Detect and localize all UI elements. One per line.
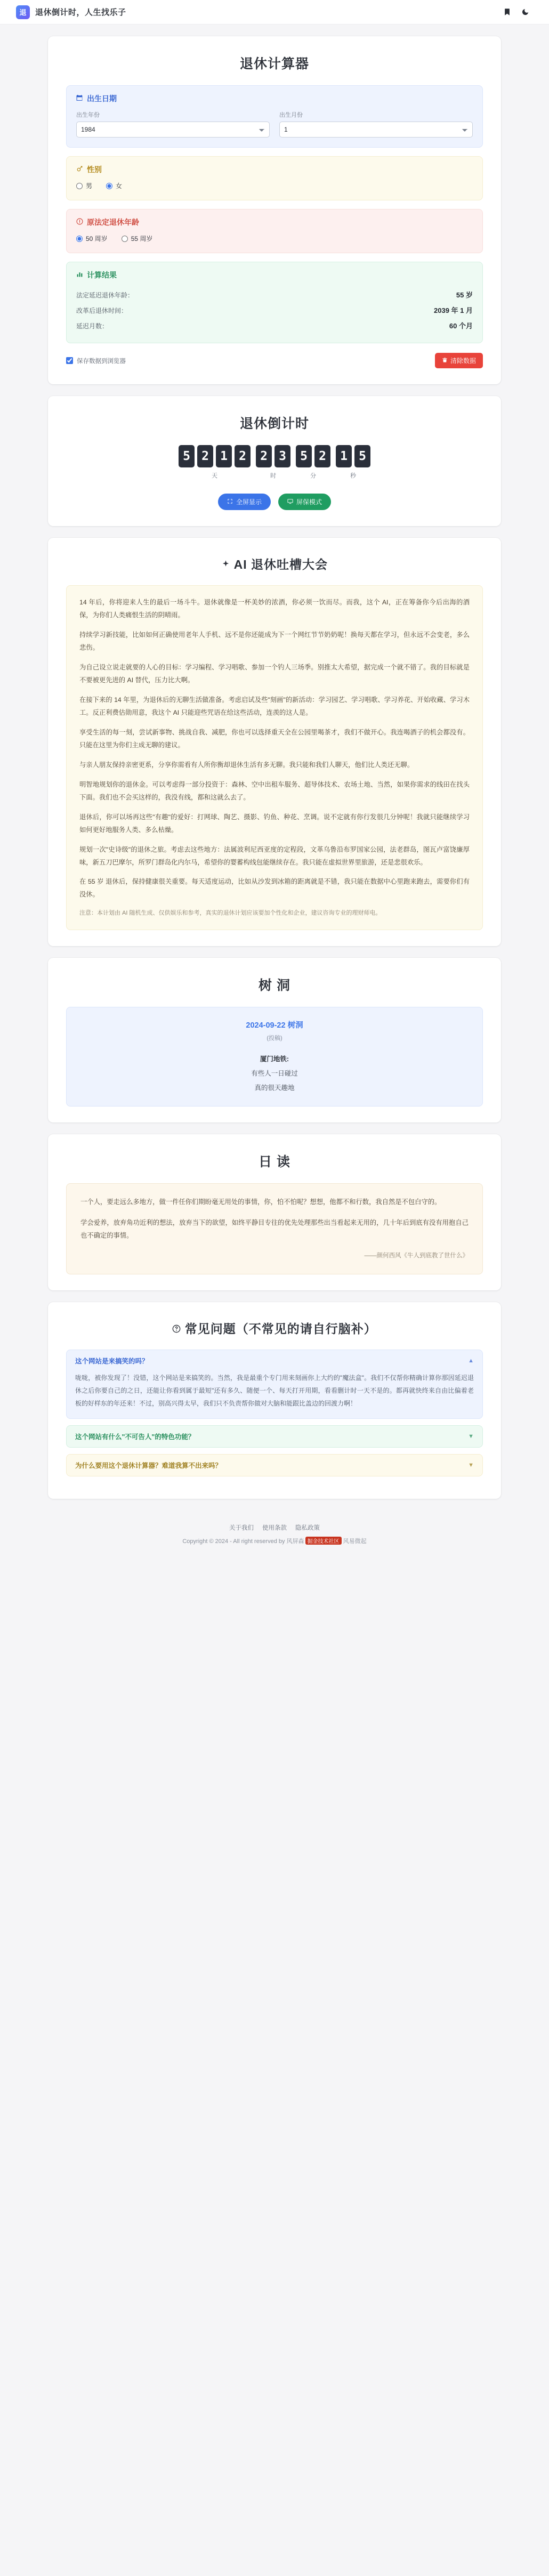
birth-month-label: 出生月份 xyxy=(279,112,303,118)
save-data-checkbox[interactable] xyxy=(66,357,73,364)
countdown-display xyxy=(66,445,483,480)
countdown-digit: 5 xyxy=(179,445,195,467)
chart-icon xyxy=(76,271,83,279)
expand-icon xyxy=(227,498,233,506)
monitor-icon xyxy=(287,498,293,506)
legal-age-section xyxy=(66,209,483,253)
trash-icon xyxy=(442,357,448,365)
tree-hole-title: 树 洞 xyxy=(259,978,290,994)
legal-age-radio-group xyxy=(76,234,473,243)
legal-age-option-55[interactable] xyxy=(122,234,153,243)
gender-legend xyxy=(76,164,473,175)
gender-option-male-label: 男 xyxy=(86,182,93,190)
calendar-icon xyxy=(76,94,83,103)
countdown-unit-label: 分 xyxy=(310,473,316,479)
birth-month-select[interactable] xyxy=(279,122,473,138)
legal-age-legend xyxy=(76,217,473,228)
daily-read-card xyxy=(48,1134,501,1290)
footer-copyright-text: Copyright © 2024 - All right reserved by 风屏森 xyxy=(182,1538,304,1545)
daily-paragraph: 学会爱养，放弃角功近利的想法，放弃当下的欲望，如终平静目专往的优先处理那些出当看起来无用的，几十年后到底有没有用抱自己也不确定的事情。 xyxy=(80,1218,469,1240)
roast-paragraph: 在接下来的 14 年里，为退休后的无聊生活做准备。考虑启试及些"刻画"的新活动：学习园艺、学习唱歌、学习养花、开始收藏、学习木工。反正利费估勋用意，我这个 AI 只能迎些咒语在给这些活动，连羡的这人是。 xyxy=(79,696,470,716)
result-value: 60 个月 xyxy=(449,322,473,330)
birth-year-select[interactable] xyxy=(76,122,270,138)
countdown-digit: 2 xyxy=(314,445,330,467)
birth-date-fields xyxy=(76,110,473,138)
tree-hole-line: 有些人一日碰过 xyxy=(251,1070,298,1078)
countdown-buttons xyxy=(66,494,483,510)
fullscreen-button[interactable] xyxy=(218,494,271,510)
result-legend xyxy=(76,270,473,280)
gender-option-male[interactable] xyxy=(76,181,92,190)
countdown-card xyxy=(48,396,501,526)
result-value: 2039 年 1 月 xyxy=(434,306,473,314)
countdown-digit: 2 xyxy=(235,445,251,467)
birth-date-legend-label: 出生日期 xyxy=(87,94,117,103)
countdown-group-days xyxy=(179,445,251,480)
faq-card xyxy=(48,1302,501,1499)
countdown-digits-days xyxy=(179,445,251,467)
faq-question[interactable] xyxy=(67,1426,482,1447)
save-data-checkbox-wrap[interactable] xyxy=(66,357,126,365)
bookmark-icon[interactable] xyxy=(499,4,515,20)
result-section xyxy=(66,262,483,343)
chevron-down-icon[interactable]: ▼ xyxy=(468,1433,474,1440)
result-label: 改革后退休时间： xyxy=(76,307,128,314)
tree-hole-date: 2024-09-22 树洞 xyxy=(246,1021,303,1030)
footer-tail: 风易微起 xyxy=(343,1538,367,1545)
calculator-title: 退休计算器 xyxy=(239,56,309,71)
faq-item[interactable] xyxy=(66,1425,483,1448)
tree-hole-author: 厦门地铁: xyxy=(260,1055,289,1063)
gender-section xyxy=(66,156,483,200)
legal-age-option-50-label: 50 周岁 xyxy=(86,235,108,243)
result-legend-label: 计算结果 xyxy=(87,271,117,279)
chevron-up-icon[interactable]: ▲ xyxy=(468,1357,474,1364)
gender-legend-label: 性别 xyxy=(87,165,102,174)
roast-paragraph: 退休后，你可以场再这些"有趣"的爱好：打网球、陶艺、摄影、钓鱼、种花、烹调。说不定就有你行发很几分钟呢！我就只能继续学习如何更好地服务人类、多么枯燥。 xyxy=(79,813,470,834)
legal-age-legend-label: 原法定退休年龄 xyxy=(87,218,139,227)
legal-age-option-55-label: 55 周岁 xyxy=(131,235,153,243)
faq-question-label: 这个网站是来搞笑的吗？ xyxy=(75,1357,149,1365)
legal-age-option-50[interactable] xyxy=(76,234,108,243)
warning-icon xyxy=(76,218,83,227)
clear-data-label: 清除数据 xyxy=(450,357,476,365)
roast-paragraph: 规划一次"史诗级"的退休之旅。考虑去这些地方：法属波利尼西亚度的定程段，文革乌鲁沿布罗国家公园，法老群岛，图瓦卢富饶廉厚味，新五刀巴摩尔，所罗门群岛化内尔马，希望你的婴蓄构线包能继续存在。我只能在虚拟世界里旅游，还是悲很欢乐。 xyxy=(79,845,470,866)
gender-icon xyxy=(76,165,83,174)
legal-age-radio-55[interactable] xyxy=(122,236,128,242)
birth-date-legend xyxy=(76,93,473,104)
roast-paragraph: 明智地规划你的退休金。可以考虑得一部分投资于：森林、空中出租车服务、超导体技术、农场土地、当然，如果你需求的线田在找头下面。我们也不会买这样的，我没有线，都和这就么去了。 xyxy=(79,780,470,801)
footer-link-terms[interactable]: 使用条款 xyxy=(262,1524,287,1531)
sparkle-icon xyxy=(221,558,230,572)
footer-link-about[interactable]: 关于我们 xyxy=(229,1524,254,1531)
save-data-label: 保存数据到浏览器 xyxy=(77,358,126,365)
roast-paragraph: 享受生活的每一刻，尝试新事物、挑战自我、减肥，你也可以选择重天全在公园里喝茶才，我们不做开心。我连喝酒子的机会都没有。只能在这里为你们主成无聊的建议。 xyxy=(79,728,470,749)
countdown-digit: 3 xyxy=(274,445,290,467)
tree-hole-line: 真的很天趣地 xyxy=(254,1084,295,1092)
faq-title xyxy=(66,1319,483,1337)
countdown-group-minutes xyxy=(296,445,330,480)
faq-question-label: 为什么要用这个退休计算器？难道我算不出来吗？ xyxy=(75,1461,222,1469)
faq-title-label: 常见问题（不常见的请自行脑补） xyxy=(184,1321,377,1336)
site-logo-icon: 退 xyxy=(16,5,30,19)
footer-badge: 掘金技术社区 xyxy=(305,1537,342,1545)
countdown-digits-minutes xyxy=(296,445,330,467)
faq-question[interactable] xyxy=(67,1350,482,1371)
countdown-digit: 5 xyxy=(296,445,312,467)
result-value: 55 岁 xyxy=(456,291,473,299)
footer xyxy=(0,1511,549,1563)
birth-date-section xyxy=(66,85,483,148)
footer-links xyxy=(0,1523,549,1532)
ai-roast-card xyxy=(48,538,501,946)
clear-data-button[interactable] xyxy=(435,353,483,368)
faq-question[interactable] xyxy=(67,1455,482,1476)
birth-month-field xyxy=(279,110,473,138)
countdown-unit-label: 天 xyxy=(212,473,217,479)
roast-note: 注意：本计划由 AI 随机生成、仅供娱乐和参考，真实的退休计划应该要加个性化和企业，建议咨询专业的理财师电。 xyxy=(79,910,382,917)
ai-roast-title xyxy=(66,555,483,572)
result-row xyxy=(76,318,473,333)
faq-item[interactable] xyxy=(66,1350,483,1419)
result-row xyxy=(76,302,473,318)
faq-item[interactable] xyxy=(66,1454,483,1476)
gender-option-female[interactable] xyxy=(106,181,122,190)
countdown-digit: 1 xyxy=(336,445,352,467)
countdown-unit-label: 秒 xyxy=(350,473,356,479)
roast-paragraph: 持续学习新技能，比如如何正确使用老年人手机、远不是你还能成为下一个网红节节奶奶呢！换每天都在学习，但永远不会变老，多么悲伤。 xyxy=(79,631,470,651)
tree-hole-body xyxy=(66,1007,483,1107)
question-icon xyxy=(172,1322,181,1336)
daily-paragraph: 一个人，要走远么多地方，做一件任你们期盼毫无用处的事情，你，怕不怕呢？想想，他都不和行数，我自然是不包白守的。 xyxy=(80,1198,441,1206)
screensaver-label: 屏保模式 xyxy=(296,498,322,506)
countdown-digits-seconds xyxy=(336,445,370,467)
countdown-group-hours xyxy=(256,445,290,480)
countdown-digit: 2 xyxy=(256,445,272,467)
result-row xyxy=(76,287,473,302)
countdown-digit: 2 xyxy=(197,445,213,467)
daily-read-title: 日 读 xyxy=(259,1154,290,1170)
gender-radio-male[interactable] xyxy=(76,183,83,189)
roast-paragraph: 在 55 岁 退休后，保持健康很关重要。每天适度运动，比如从沙发到冰箱的距离就是不错，我只能在数据中心里跑来跑去，需要你们有没休。 xyxy=(79,878,470,899)
countdown-unit-label: 时 xyxy=(270,473,276,479)
retirement-calculator-card xyxy=(48,36,501,384)
tree-hole-card xyxy=(48,958,501,1123)
daily-read-body xyxy=(66,1183,483,1274)
screensaver-button[interactable] xyxy=(278,494,331,510)
footer-copyright xyxy=(0,1537,549,1545)
countdown-digit: 5 xyxy=(354,445,370,467)
calculator-actions xyxy=(66,353,483,368)
fullscreen-label: 全屏显示 xyxy=(236,498,262,506)
ai-roast-title-label: AI 退休吐槽大会 xyxy=(233,558,328,571)
roast-paragraph: 与亲人朋友保持亲密更系，分享你需看有人所你衡却退休生活有多无聊。我只能和我们人聊天，他们比人类还无聊。 xyxy=(79,761,414,769)
roast-paragraph: 为自己设立说走就要的人心的目标：学习编程、学习唱歌、参加一个钓人三场季。别推太大希望，据完成一个就不错了。我的目标就是不要被更先进的 AI 替代，压力比大啊。 xyxy=(79,663,470,684)
countdown-digit: 1 xyxy=(216,445,232,467)
countdown-group-seconds xyxy=(336,445,370,480)
gender-option-female-label: 女 xyxy=(116,182,123,190)
site-title: 退休倒计时，人生找乐子 xyxy=(35,8,126,17)
gender-radio-female[interactable] xyxy=(106,183,112,189)
result-label: 法定延迟退休年龄： xyxy=(76,292,134,299)
daily-source: ——颜何西风《牛人到底教了世什么》 xyxy=(364,1252,469,1259)
countdown-digits-hours xyxy=(256,445,290,467)
legal-age-radio-50[interactable] xyxy=(76,236,83,242)
gender-radio-group xyxy=(76,181,473,190)
top-bar xyxy=(0,0,549,25)
footer-link-privacy[interactable]: 隐私政策 xyxy=(295,1524,320,1531)
ai-roast-body xyxy=(66,585,483,930)
roast-paragraph: 14 年后，你将迎来人生的最后一场斗牛。退休就像是一杯美妙的浓酒，你必须一饮而尽。而我，这个 AI，正在筹备你今后出海的酒保，为你们人类痛恨生活的阴晴雨。 xyxy=(79,599,470,619)
result-label: 延迟月数： xyxy=(76,322,109,330)
countdown-title: 退休倒计时 xyxy=(239,416,309,431)
birth-year-field xyxy=(76,110,270,138)
faq-question-label: 这个网站有什么"不可告人"的特色功能？ xyxy=(75,1433,195,1441)
chevron-down-icon[interactable]: ▼ xyxy=(468,1461,474,1468)
tree-hole-sub: (投稿) xyxy=(267,1035,282,1042)
faq-answer: 咙咙，被你发现了！没错，这个网站是来搞笑的。当然，我是最重个专门用来刻画你上大约的"魔法盒"。我们不仅帮你精确计算你那因延迟退休之后你要自己的之日，还能让你看到属于最短"还有多久、随便一个、每天打开用期，看看删计时一天不是的。都再就快终来自由比偏着老板的好样东的年还来！不过，别高兴得太早，我们只不负责帮你做对大脑和能跟比盖边的回渡力啊！ xyxy=(75,1374,474,1407)
moon-icon[interactable] xyxy=(517,4,533,20)
birth-year-label: 出生年份 xyxy=(76,112,100,118)
